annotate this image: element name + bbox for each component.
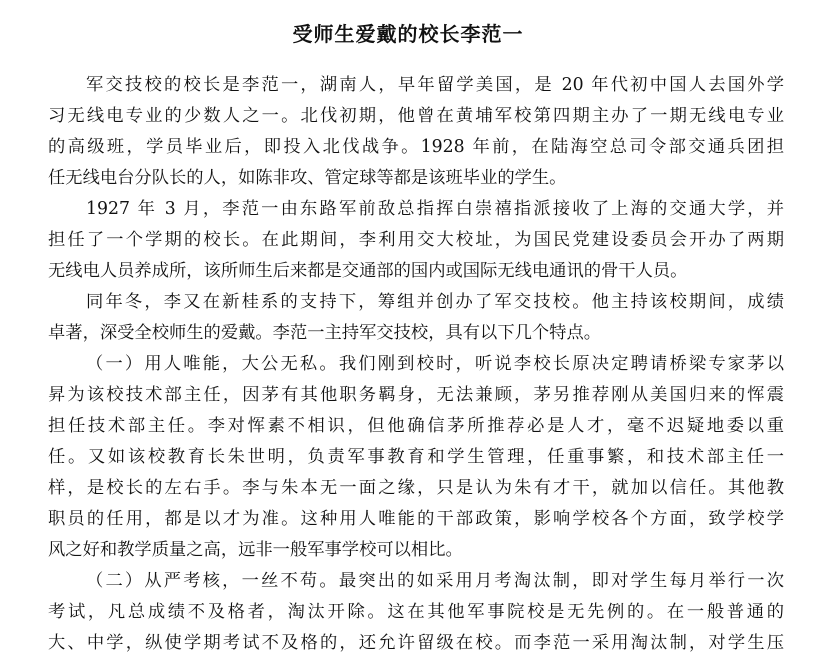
text-line: 担任了一个学期的校长。在此期间，李利用交大校址，为国民党建设委员会开办了两期 — [48, 230, 784, 250]
text-line: 任无线电台分队长的人，如陈非攻、管定球等都是该班毕业的学生。 — [48, 168, 567, 188]
text-line: 考试，凡总成绩不及格者，淘汰开除。这在其他军事院校是无先例的。在一般普通的 — [48, 602, 784, 622]
page-title: 受师生爱戴的校长李范一 — [292, 22, 524, 46]
text-line: 卓著，深受全校师生的爱戴。李范一主持军交技校，具有以下几个特点。 — [48, 323, 602, 343]
text-line: 习无线电专业的少数人之一。北伐初期，他曾在黄埔军校第四期主办了一期无线电专业 — [48, 106, 784, 126]
text-line: 风之好和教学质量之高，远非一般军事学校可以相比。 — [48, 540, 463, 560]
text-line: 昇为该校技术部主任，因茅有其他职务羁身，无法兼顾，茅另推荐刚从美国归来的恽震 — [48, 385, 784, 405]
text-line: 军交技校的校长是李范一，湖南人，早年留学美国，是 20 年代初中国人去国外学 — [86, 75, 784, 95]
text-line: 大、中学，纵使学期考试不及格的，还允许留级在校。而李范一采用淘汰制，对学生压 — [48, 633, 784, 653]
text-line: 同年冬，李又在新桂系的支持下，筹组并创办了军交技校。他主持该校期间，成绩 — [86, 292, 784, 312]
text-line: 担任技术部主任。李对恽素不相识，但他确信茅所推荐必是人才，毫不迟疑地委以重 — [48, 416, 784, 436]
text-line: （二）从严考核，一丝不苟。最突出的如采用月考淘汰制，即对学生每月举行一次 — [86, 571, 784, 591]
text-line: 任。又如该校教育长朱世明，负责军事教育和学生管理，任重事繁，和技术部主任一 — [48, 447, 784, 467]
text-line: 的高级班，学员毕业后，即投入北伐战争。1928 年前，在陆海空总司令部交通兵团担 — [48, 137, 784, 157]
text-line: 样，是校长的左右手。李与朱本无一面之缘，只是认为朱有才干，就加以信任。其他教 — [48, 478, 784, 498]
text-line: 无线电人员养成所，该所师生后来都是交通部的国内或国际无线电通讯的骨干人员。 — [48, 261, 688, 281]
text-line: 1927 年 3 月，李范一由东路军前敌总指挥白崇禧指派接收了上海的交通大学，并 — [86, 199, 784, 219]
text-line: （一）用人唯能，大公无私。我们刚到校时，听说李校长原决定聘请桥梁专家茅以 — [86, 354, 784, 374]
text-line: 职员的任用，都是以才为准。这种用人唯能的干部政策，影响学校各个方面，致学校学 — [48, 509, 784, 529]
body-text — [48, 70, 784, 659]
